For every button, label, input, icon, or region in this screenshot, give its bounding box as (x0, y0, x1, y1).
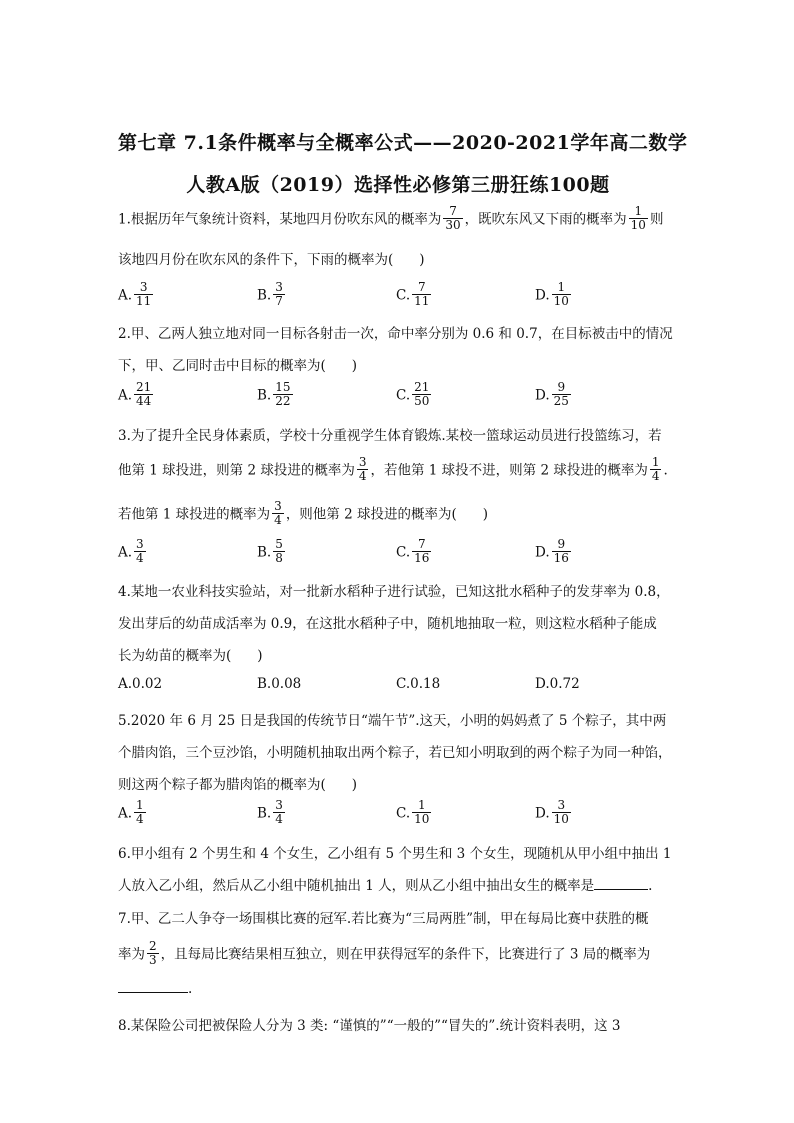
question-2-line1: 2.甲、乙两人独立地对同一目标各射击一次，命中率分别为 0.6 和 0.7，在目标被击中的情况 (118, 326, 673, 342)
question-3-option-c: C. $\frac{7}{16}$ (396, 537, 430, 565)
question-2-option-a: A. $\frac{21}{44}$ (118, 380, 152, 408)
document-title-line2: 人教A版（2019）选择性必修第三册狂练100题 (186, 174, 610, 196)
fraction: $\frac{7}{30}$ (445, 204, 461, 232)
question-5-option-a: A. $\frac{1}{4}$ (118, 798, 144, 826)
answer-blank[interactable] (118, 980, 188, 993)
question-3-option-d: D. $\frac{9}{16}$ (535, 537, 569, 565)
question-4-line1: 4.某地一农业科技实验站，对一批新水稻种子进行试验，已知这批水稻种子的发芽率为 0.8， (118, 584, 670, 600)
question-4-line2: 发出芽后的幼苗成活率为 0.9，在这批水稻种子中，随机地抽取一粒，则这粒水稻种子能成 (118, 616, 657, 632)
question-2-option-c: C. $\frac{21}{50}$ (396, 380, 430, 408)
question-5-option-c: C. $\frac{1}{10}$ (396, 798, 430, 826)
answer-blank[interactable] (594, 877, 648, 890)
question-7-line3: . (118, 980, 192, 997)
question-2-option-b: B. $\frac{15}{22}$ (257, 380, 291, 408)
question-2-option-d: D. $\frac{9}{25}$ (535, 380, 569, 408)
question-3-option-a: A. $\frac{3}{4}$ (118, 537, 144, 565)
question-4-option-c: C.0.18 (396, 676, 441, 692)
question-3-line3: 若他第 1 球投进的概率为 $\frac{3}{4}$ ，则他第 2 球投进的概率为( ) (118, 499, 489, 527)
question-1-line1: 1.根据历年气象统计资料，某地四月份吹东风的概率为 $\frac{7}{30}$ ，既吹东风又下雨的概率为 $\frac{1}{10}$ 则 (118, 204, 664, 232)
question-8-line1: 8.某保险公司把被保险人分为 3 类: “谨慎的”“一般的”“冒失的”.统计资料表明，这 3 (118, 1018, 621, 1034)
question-4-option-a: A.0.02 (118, 676, 163, 692)
question-5-option-d: D. $\frac{3}{10}$ (535, 798, 569, 826)
question-4-option-d: D.0.72 (535, 676, 580, 692)
question-1-option-d: D. $\frac{1}{10}$ (535, 280, 569, 308)
question-3-option-b: B. $\frac{5}{8}$ (257, 537, 283, 565)
question-7-line1: 7.甲、乙二人争夺一场围棋比赛的冠军.若比赛为“三局两胜”制，甲在每局比赛中获胜的概 (118, 911, 649, 927)
fraction: $\frac{1}{10}$ (630, 204, 646, 232)
question-4-line3: 长为幼苗的概率为( ) (118, 648, 263, 664)
question-5-line3: 则这两个粽子都为腊肉馅的概率为( ) (118, 777, 358, 793)
question-1-option-b: B. $\frac{3}{7}$ (257, 280, 283, 308)
question-4-option-b: B.0.08 (257, 676, 302, 692)
document-title-line1: 第七章 7.1条件概率与全概率公式——2020-2021学年高二数学 (118, 132, 688, 154)
question-3-line2: 他第 1 球投进，则第 2 球投进的概率为 $\frac{3}{4}$ ，若他第 1 球投不进，则第 2 球投进的概率为 $\frac{1}{4}$ . (118, 455, 668, 483)
question-7-line2: 率为 $\frac{2}{3}$ ，且每局比赛结果相互独立，则在甲获得冠军的条件下，比赛进行了 3 局的概率为 (118, 939, 651, 967)
question-5-line1: 5.2020 年 6 月 25 日是我国的传统节日“端午节”.这天，小明的妈妈煮了 5 个粽子，其中两 (118, 713, 667, 729)
question-6-line2: 人放入乙小组，然后从乙小组中随机抽出 1 人，则从乙小组中抽出女生的概率是 . (118, 878, 653, 894)
question-1-option-c: C. $\frac{7}{11}$ (396, 280, 430, 308)
question-5-line2: 个腊肉馅，三个豆沙馅，小明随机抽取出两个粽子，若已知小明取到的两个粽子为同一种馅， (118, 745, 672, 761)
question-1-option-a: A. $\frac{3}{11}$ (118, 280, 152, 308)
question-2-line2: 下，甲、乙同时击中目标的概率为( ) (118, 358, 358, 374)
question-1-line2: 该地四月份在吹东风的条件下，下雨的概率为( ) (118, 252, 425, 268)
question-5-option-b: B. $\frac{3}{4}$ (257, 798, 283, 826)
question-6-line1: 6.甲小组有 2 个男生和 4 个女生，乙小组有 5 个男生和 3 个女生，现随机从甲小组中抽出 1 (118, 846, 672, 862)
question-3-line1: 3.为了提升全民身体素质，学校十分重视学生体育锻炼.某校一篮球运动员进行投篮练习，若 (118, 428, 662, 444)
